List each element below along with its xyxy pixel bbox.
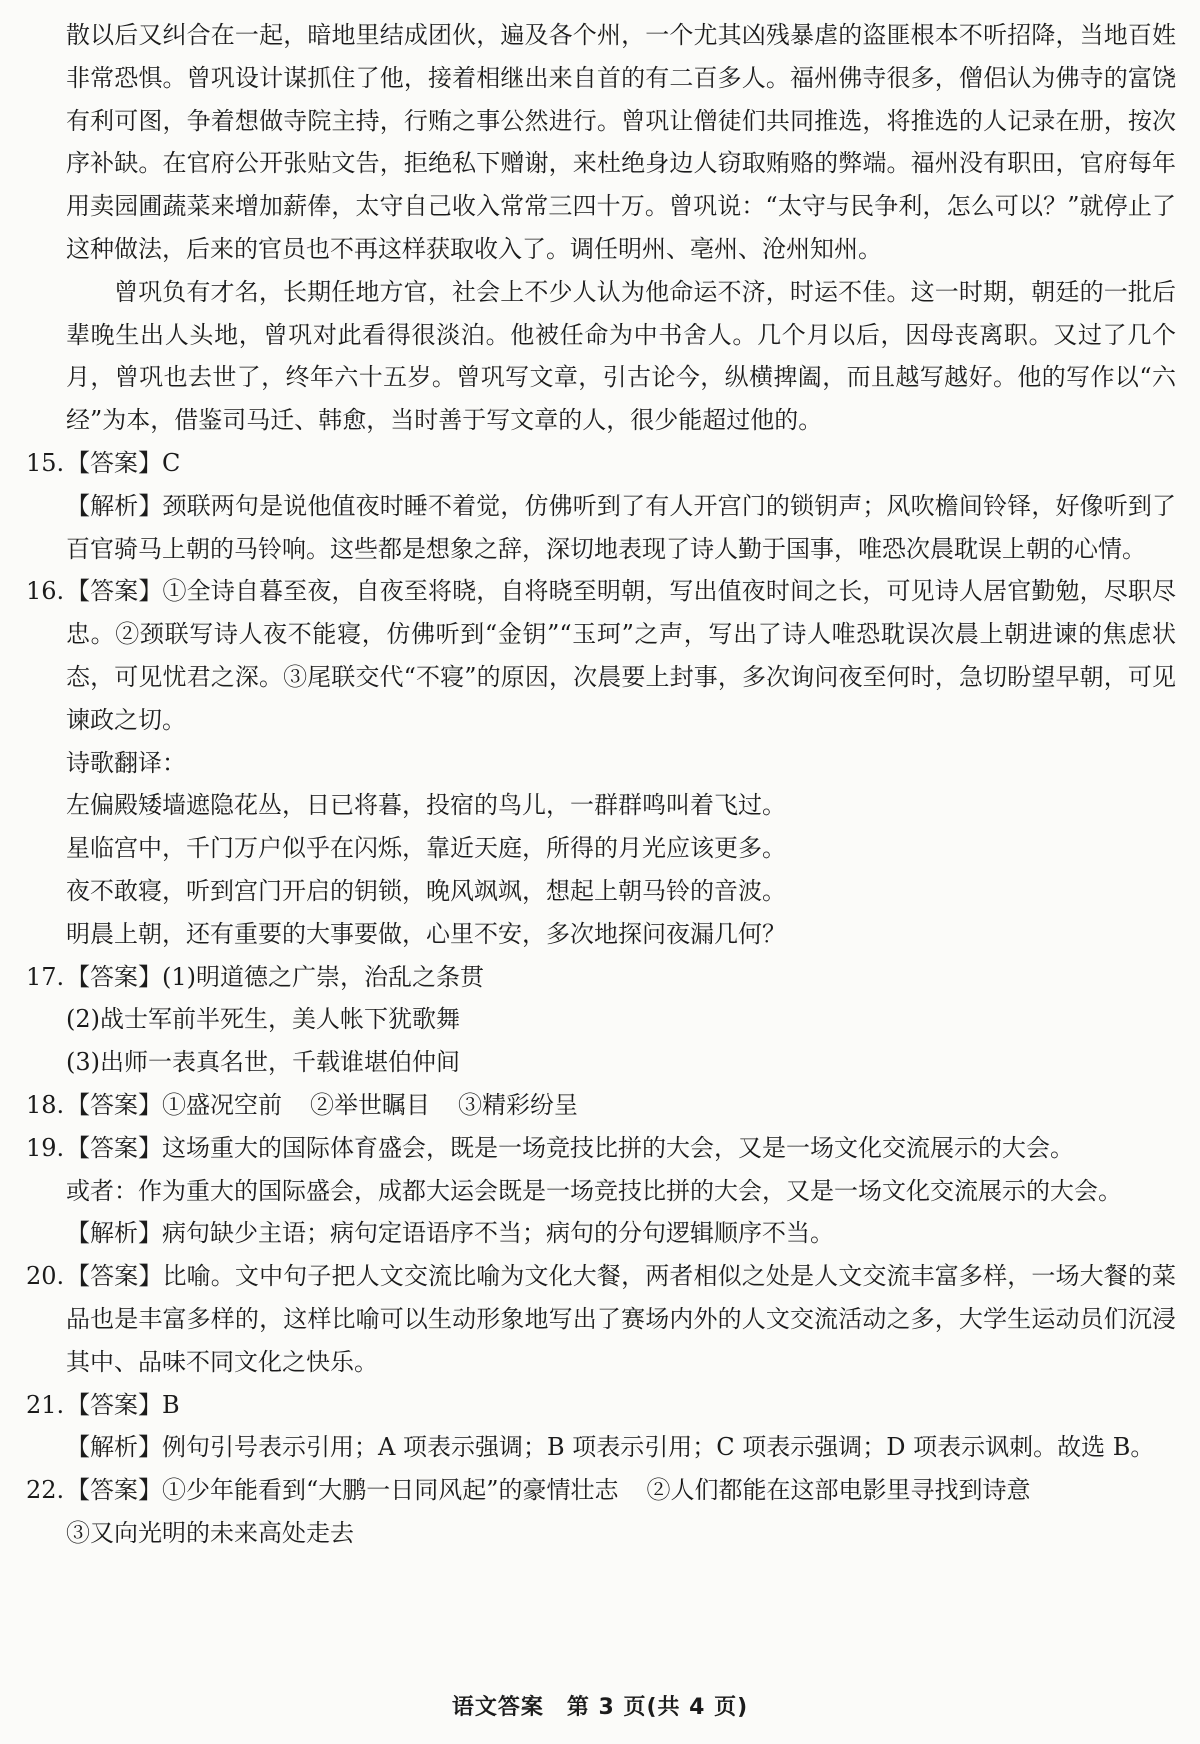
question-22 xyxy=(26,1469,1176,1512)
answer-item: ②举世瞩目 xyxy=(310,1090,430,1119)
answer-subline: (3)出师一表真名世，千载谁堪伯仲间 xyxy=(66,1048,460,1077)
question-number: 22. xyxy=(26,1476,65,1505)
question-20 xyxy=(26,1255,1176,1383)
translation-paragraph-2: 曾巩负有才名，长期任地方官，社会上不少人认为他命运不济，时运不佳。这一时期，朝廷的一批后辈晚生出人头地，曾巩对此看得很淡泊。他被任命为中书舍人。几个月以后，因母丧离职。又过了几个月，曾巩也去世了，终年六十五岁。曾巩写文章，引古论今，纵横捭阖，而且越写越好。他的写作以“六经”为本，借鉴司马迁、韩愈，当时善于写文章的人，很少能超过他的。 xyxy=(66,277,1176,435)
poem-line: 左偏殿矮墙遮隐花丛，日已将暮，投宿的鸟儿，一群群鸣叫着飞过。 xyxy=(66,791,786,820)
question-19 xyxy=(26,1127,1176,1170)
answer-text: 【答案】B xyxy=(66,1390,180,1419)
question-18 xyxy=(26,1084,1176,1127)
poem-line: 夜不敢寝，听到宫门开启的钥锁，晚风飒飒，想起上朝马铃的音波。 xyxy=(66,876,786,905)
question-number: 17. xyxy=(26,962,65,991)
question-number: 20. xyxy=(26,1262,65,1291)
answer-text: 【答案】比喻。文中句子把人文交流比喻为文化大餐，两者相似之处是人文交流丰富多样，一场大餐的菜品也是丰富多样的，这样比喻可以生动形象地写出了赛场内外的人文交流活动之多，大学生运动员们沉浸其中、品味不同文化之快乐。 xyxy=(66,1262,1176,1376)
answer-label: 【答案】 xyxy=(66,1476,162,1505)
translation-paragraph-1: 散以后又纠合在一起，暗地里结成团伙，遍及各个州，一个尤其凶残暴虐的盗匪根本不听招降，当地百姓非常恐惧。曾巩设计谋抓住了他，接着相继出来自首的有二百多人。福州佛寺很多，僧侣认为佛寺的富饶有利可图，争着想做寺院主持，行贿之事公然进行。曾巩让僧徒们共同推选，将推选的人记录在册，按次序补缺。在官府公开张贴文告，拒绝私下赠谢，来杜绝身边人窃取贿赂的弊端。福州没有职田，官府每年用卖园圃蔬菜来增加薪俸，太守自己收入常常三四十万。曾巩说：“太守与民争利，怎么可以？”就停止了这种做法，后来的官员也不再这样获取收入了。调任明州、亳州、沧州知州。 xyxy=(66,21,1176,263)
poem-line: 星临宫中，千门万户似乎在闪烁，靠近天庭，所得的月光应该更多。 xyxy=(66,834,786,863)
answer-item: ②人们都能在这部电影里寻找到诗意 xyxy=(646,1476,1031,1505)
answer-content xyxy=(26,14,1176,1555)
answer-text: 【答案】(1)明道德之广崇，治乱之条贯 xyxy=(66,962,484,991)
question-17 xyxy=(26,956,1176,999)
question-15 xyxy=(26,442,1176,485)
translation-title: 诗歌翻译： xyxy=(66,748,186,777)
answer-item: ③又向光明的未来高处走去 xyxy=(66,1518,354,1547)
answer-label: 【答案】 xyxy=(66,1090,162,1119)
question-number: 21. xyxy=(26,1390,65,1419)
question-21 xyxy=(26,1384,1176,1427)
answer-item: ①少年能看到“大鹏一日同风起”的豪情壮志 xyxy=(162,1476,619,1505)
answer-text xyxy=(66,1084,1176,1127)
question-number: 15. xyxy=(26,448,65,477)
alternative-answer: 或者：作为重大的国际盛会，成都大运会既是一场竞技比拼的大会，又是一场文化交流展示的大会。 xyxy=(66,1176,1122,1205)
answer-text: 【答案】这场重大的国际体育盛会，既是一场竞技比拼的大会，又是一场文化交流展示的大会。 xyxy=(66,1133,1074,1162)
page-footer: 语文答案 第 3 页(共 4 页) xyxy=(451,1695,749,1720)
question-number: 18. xyxy=(26,1090,65,1119)
question-16 xyxy=(26,570,1176,741)
analysis-text: 【解析】例句引号表示引用；A 项表示强调；B 项表示引用；C 项表示强调；D 项表示讽刺。故选 B。 xyxy=(66,1433,1155,1462)
analysis-text: 【解析】病句缺少主语；病句定语语序不当；病句的分句逻辑顺序不当。 xyxy=(66,1219,834,1248)
poem-line: 明晨上朝，还有重要的大事要做，心里不安，多次地探问夜漏几何？ xyxy=(66,919,786,948)
analysis-text: 【解析】颈联两句是说他值夜时睡不着觉，仿佛听到了有人开宫门的锁钥声；风吹檐间铃铎，好像听到了百官骑马上朝的马铃响。这些都是想象之辞，深切地表现了诗人勤于国事，唯恐次晨耽误上朝的心情。 xyxy=(66,491,1176,563)
answer-text xyxy=(66,1469,1176,1512)
answer-text: 【答案】①全诗自暮至夜，自夜至将晓，自将晓至明朝，写出值夜时间之长，可见诗人居官勤勉，尽职尽忠。②颈联写诗人夜不能寝，仿佛听到“金钥”“玉珂”之声，写出了诗人唯恐耽误次晨上朝进谏的焦虑状态，可见忧君之深。③尾联交代“不寝”的原因，次晨要上封事，多次询问夜至何时，急切盼望早朝，可见谏政之切。 xyxy=(66,577,1176,734)
answer-subline: (2)战士军前半死生，美人帐下犹歌舞 xyxy=(66,1005,460,1034)
answer-item: ③精彩纷呈 xyxy=(458,1090,578,1119)
answer-text: 【答案】C xyxy=(66,448,181,477)
question-number: 19. xyxy=(26,1133,65,1162)
question-number: 16. xyxy=(26,577,65,606)
answer-item: ①盛况空前 xyxy=(162,1090,282,1119)
